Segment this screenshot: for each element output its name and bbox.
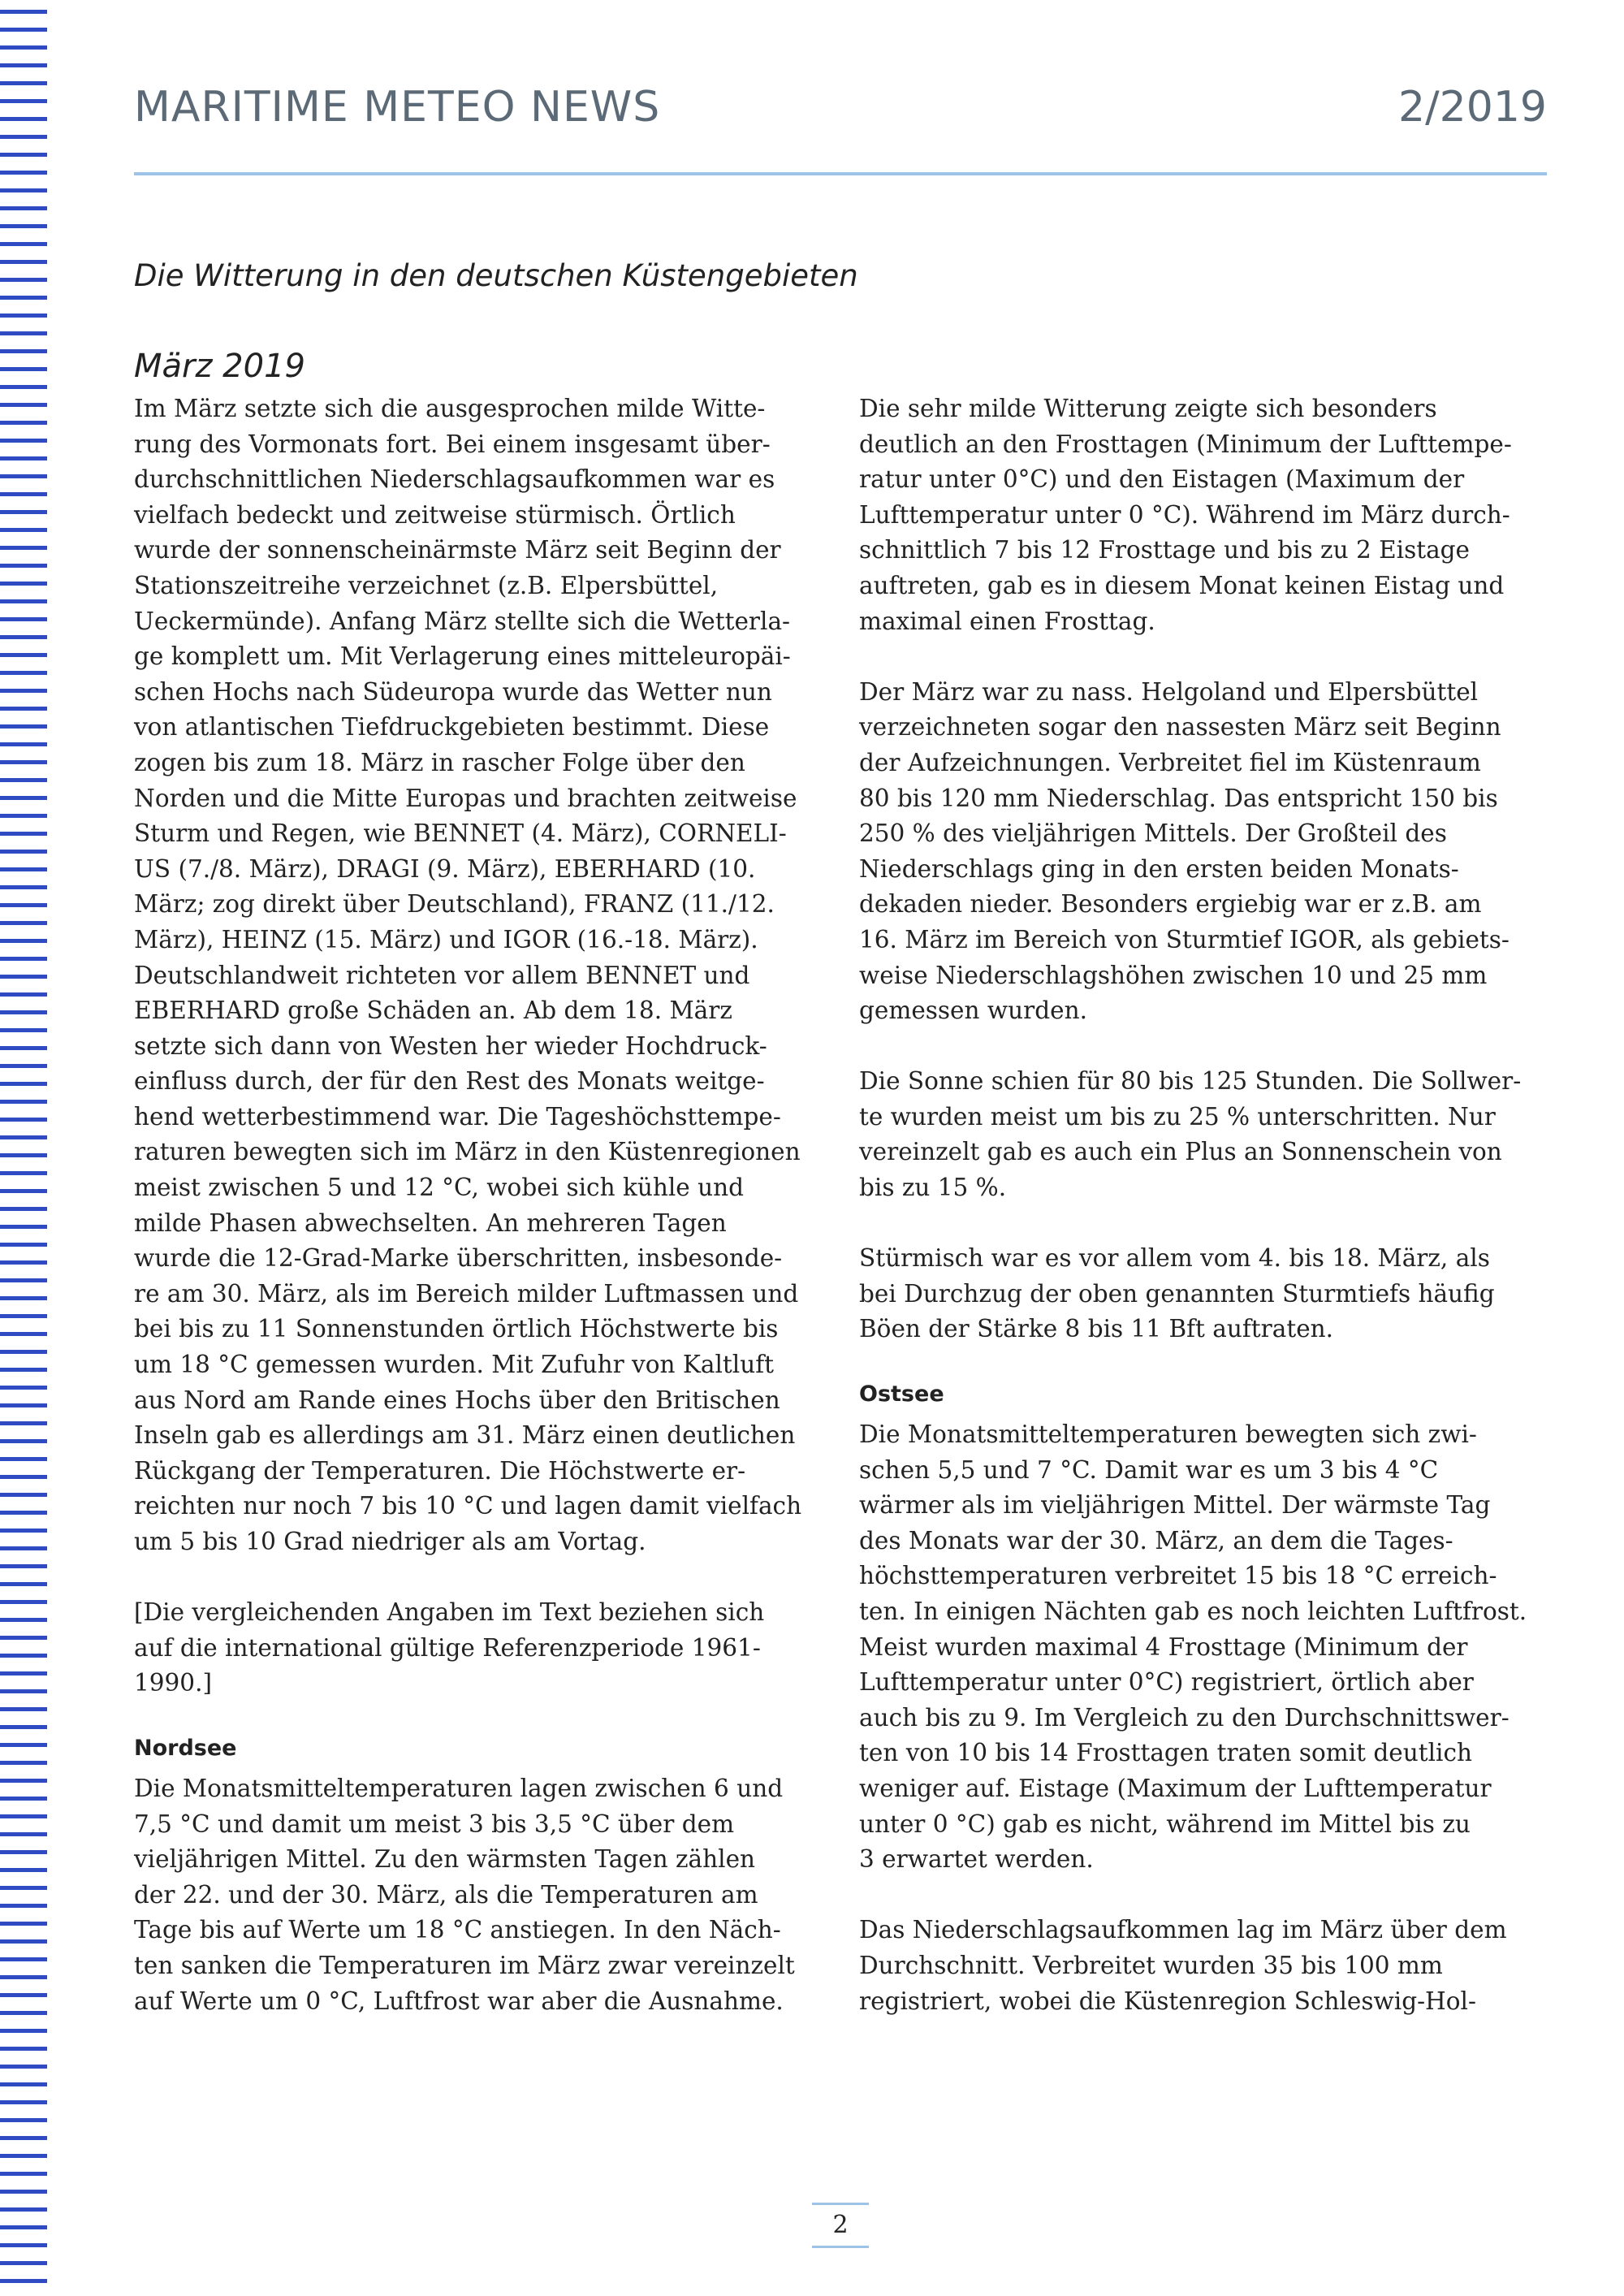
text-line: gemessen wurden. bbox=[859, 997, 1087, 1025]
page-number: 2 bbox=[812, 2203, 869, 2248]
text-line: dekaden nieder. Besonders ergiebig war er z.B. am bbox=[859, 890, 1482, 919]
text-line: Die sehr milde Witterung zeigte sich besonders bbox=[859, 395, 1437, 422]
text-line: Im März setzte sich die ausgesprochen milde Witte- bbox=[134, 395, 766, 422]
nordsee-heading: Nordsee bbox=[134, 1735, 237, 1761]
text-line: Deutschlandweit richteten vor allem BENNET und bbox=[134, 961, 750, 989]
text-line: hend wetterbestimmend war. Die Tageshöchsttempe- bbox=[134, 1102, 781, 1131]
text-line: auftreten, gab es in diesem Monat keinen Eistag und bbox=[859, 571, 1505, 599]
text-line: meist zwischen 5 und 12 °C, wobei sich kühle und bbox=[134, 1174, 744, 1202]
text-line: ratur unter 0°C) und den Eistagen (Maximum der bbox=[859, 465, 1465, 494]
text-line: schen 5,5 und 7 °C. Damit war es um 3 bis 4 °C bbox=[859, 1455, 1439, 1484]
text-line: milde Phasen abwechselten. An mehreren Tagen bbox=[134, 1209, 727, 1237]
text-line: re am 30. März, als im Bereich milder Luftmassen und bbox=[134, 1279, 799, 1308]
text-line: um 18 °C gemessen wurden. Mit Zufuhr von Kaltluft bbox=[134, 1351, 774, 1379]
text-line: auf die international gültige Referenzperiode 1961- bbox=[134, 1633, 761, 1662]
storm-paragraph bbox=[859, 1241, 1557, 1347]
text-line: registriert, wobei die Küstenregion Schleswig-Hol- bbox=[859, 1987, 1476, 2015]
left-column bbox=[134, 391, 824, 2019]
text-line: deutlich an den Frosttagen (Minimum der Lufttempe- bbox=[859, 430, 1512, 458]
text-line: bei bis zu 11 Sonnenstunden örtlich Höchstwerte bis bbox=[134, 1315, 779, 1343]
text-line: Die Monatsmitteltemperaturen bewegten sich zwi- bbox=[859, 1420, 1477, 1449]
text-line: reichten nur noch 7 bis 10 °C und lagen damit vielfach bbox=[134, 1492, 802, 1520]
issue-number: 2/2019 bbox=[1398, 83, 1547, 132]
text-line: Stationszeitreihe verzeichnet (z.B. Elpersbüttel, bbox=[134, 571, 719, 599]
sun-paragraph bbox=[859, 1064, 1557, 1205]
text-line: maximal einen Frosttag. bbox=[859, 607, 1155, 635]
text-line: vielfach bedeckt und zeitweise stürmisch. Örtlich bbox=[134, 500, 736, 529]
text-line: Die Monatsmitteltemperaturen lagen zwischen 6 und bbox=[134, 1774, 784, 1802]
article-title: Die Witterung in den deutschen Küstengebieten bbox=[134, 258, 858, 293]
text-line: durchschnittlichen Niederschlagsaufkommen war es bbox=[134, 465, 775, 494]
text-line: Stürmisch war es vor allem vom 4. bis 18. März, als bbox=[859, 1244, 1490, 1273]
text-line: unter 0 °C) gab es nicht, während im Mittel bis zu bbox=[859, 1810, 1471, 1838]
text-line: rung des Vormonats fort. Bei einem insgesamt über- bbox=[134, 430, 771, 458]
text-line: 1990.] bbox=[134, 1669, 212, 1697]
text-line: Lufttemperatur unter 0 °C). Während im März durch- bbox=[859, 500, 1510, 529]
page-header bbox=[134, 83, 1547, 175]
text-line: ten von 10 bis 14 Frosttagen traten somit deutlich bbox=[859, 1739, 1473, 1767]
text-line: [Die vergleichenden Angaben im Text beziehen sich bbox=[134, 1598, 765, 1627]
ostsee-paragraph bbox=[859, 1417, 1557, 1878]
text-line: Das Niederschlagsaufkommen lag im März über dem bbox=[859, 1916, 1507, 1944]
text-line: wurde der sonnenscheinärmste März seit Beginn der bbox=[134, 536, 781, 564]
text-line: ge komplett um. Mit Verlagerung eines mitteleuropäi- bbox=[134, 642, 791, 671]
text-line: Niederschlags ging in den ersten beiden Monats- bbox=[859, 854, 1459, 883]
text-line: Norden und die Mitte Europas und brachten zeitweise bbox=[134, 784, 797, 812]
text-line: zogen bis zum 18. März in rascher Folge über den bbox=[134, 748, 745, 776]
decorative-stripes bbox=[0, 0, 47, 2296]
text-line: bei Durchzug der oben genannten Sturmtiefs häufig bbox=[859, 1279, 1495, 1308]
month-title: März 2019 bbox=[134, 348, 305, 385]
nordsee-paragraph bbox=[134, 1771, 824, 2019]
text-line: der 22. und der 30. März, als die Temperaturen am bbox=[134, 1880, 758, 1909]
text-line: weniger auf. Eistage (Maximum der Lufttemperatur bbox=[859, 1774, 1492, 1802]
text-line: Inseln gab es allerdings am 31. März einen deutlichen bbox=[134, 1421, 796, 1450]
text-line: ten sanken die Temperaturen im März zwar vereinzelt bbox=[134, 1951, 795, 1979]
intro-paragraph bbox=[134, 391, 824, 1560]
text-line: vereinzelt gab es auch ein Plus an Sonnenschein von bbox=[859, 1138, 1502, 1166]
text-line: wurde die 12-Grad-Marke überschritten, insbesonde- bbox=[134, 1244, 783, 1273]
text-line: weise Niederschlagshöhen zwischen 10 und 25 mm bbox=[859, 961, 1488, 989]
ostsee-heading: Ostsee bbox=[859, 1381, 944, 1407]
text-line: um 5 bis 10 Grad niedriger als am Vortag. bbox=[134, 1528, 646, 1555]
text-line: vieljährigen Mittel. Zu den wärmsten Tagen zählen bbox=[134, 1845, 756, 1874]
text-line: setzte sich dann von Westen her wieder Hochdruck- bbox=[134, 1031, 767, 1060]
text-line: bis zu 15 %. bbox=[859, 1174, 1007, 1202]
text-line: März), HEINZ (15. März) und IGOR (16.-18. März). bbox=[134, 925, 758, 953]
text-line: schnittlich 7 bis 12 Frosttage und bis zu 2 Eistage bbox=[859, 536, 1471, 564]
text-line: Tage bis auf Werte um 18 °C anstiegen. In den Näch- bbox=[134, 1916, 781, 1944]
text-line: höchsttemperaturen verbreitet 15 bis 18 °C erreich- bbox=[859, 1562, 1497, 1590]
text-line: auch bis zu 9. Im Vergleich zu den Durchschnittswer- bbox=[859, 1703, 1510, 1732]
text-line: der Aufzeichnungen. Verbreitet fiel im Küstenraum bbox=[859, 748, 1481, 776]
precip-paragraph bbox=[859, 1913, 1557, 2019]
magazine-title: MARITIME METEO NEWS bbox=[134, 83, 661, 132]
text-line: 16. März im Bereich von Sturmtief IGOR, als gebiets- bbox=[859, 925, 1510, 953]
text-line: Böen der Stärke 8 bis 11 Bft auftraten. bbox=[859, 1315, 1334, 1343]
text-line: 7,5 °C und damit um meist 3 bis 3,5 °C über dem bbox=[134, 1810, 735, 1838]
text-line: Der März war zu nass. Helgoland und Elpersbüttel bbox=[859, 677, 1479, 706]
rain-paragraph bbox=[859, 675, 1557, 1029]
text-line: wärmer als im vieljährigen Mittel. Der wärmste Tag bbox=[859, 1491, 1491, 1520]
text-line: auf Werte um 0 °C, Luftfrost war aber die Ausnahme. bbox=[134, 1987, 784, 2015]
text-line: 3 erwartet werden. bbox=[859, 1845, 1094, 1874]
text-line: von atlantischen Tiefdruckgebieten bestimmt. Diese bbox=[134, 713, 770, 742]
text-line: Lufttemperatur unter 0°C) registriert, örtlich aber bbox=[859, 1668, 1474, 1697]
text-line: Sturm und Regen, wie BENNET (4. März), CORNELI- bbox=[134, 819, 787, 848]
text-line: te wurden meist um bis zu 25 % unterschritten. Nur bbox=[859, 1102, 1496, 1131]
text-line: ten. In einigen Nächten gab es noch leichten Luftfrost. bbox=[859, 1598, 1527, 1625]
text-line: Durchschnitt. Verbreitet wurden 35 bis 100 mm bbox=[859, 1951, 1443, 1979]
right-column bbox=[859, 391, 1557, 2019]
text-line: Rückgang der Temperaturen. Die Höchstwerte er- bbox=[134, 1456, 746, 1485]
reference-note bbox=[134, 1595, 824, 1701]
text-line: schen Hochs nach Südeuropa wurde das Wetter nun bbox=[134, 677, 772, 706]
text-line: aus Nord am Rande eines Hochs über den Britischen bbox=[134, 1386, 780, 1414]
text-line: verzeichneten sogar den nassesten März seit Beginn bbox=[859, 713, 1501, 742]
text-line: Die Sonne schien für 80 bis 125 Stunden. Die Sollwer- bbox=[859, 1067, 1522, 1096]
text-line: Ueckermünde). Anfang März stellte sich die Wetterla- bbox=[134, 607, 791, 635]
frost-paragraph bbox=[859, 391, 1557, 639]
text-line: 80 bis 120 mm Niederschlag. Das entspricht 150 bis bbox=[859, 784, 1498, 812]
text-line: 250 % des vieljährigen Mittels. Der Großteil des bbox=[859, 819, 1447, 848]
text-line: EBERHARD große Schäden an. Ab dem 18. März bbox=[134, 997, 732, 1025]
text-line: US (7./8. März), DRAGI (9. März), EBERHARD (10. bbox=[134, 854, 756, 883]
text-line: März; zog direkt über Deutschland), FRANZ (11./12. bbox=[134, 890, 775, 919]
text-line: Meist wurden maximal 4 Frosttage (Minimum der bbox=[859, 1632, 1468, 1661]
text-line: raturen bewegten sich im März in den Küstenregionen bbox=[134, 1138, 801, 1166]
text-line: des Monats war der 30. März, an dem die Tages- bbox=[859, 1526, 1453, 1554]
text-line: einfluss durch, der für den Rest des Monats weitge- bbox=[134, 1067, 765, 1096]
